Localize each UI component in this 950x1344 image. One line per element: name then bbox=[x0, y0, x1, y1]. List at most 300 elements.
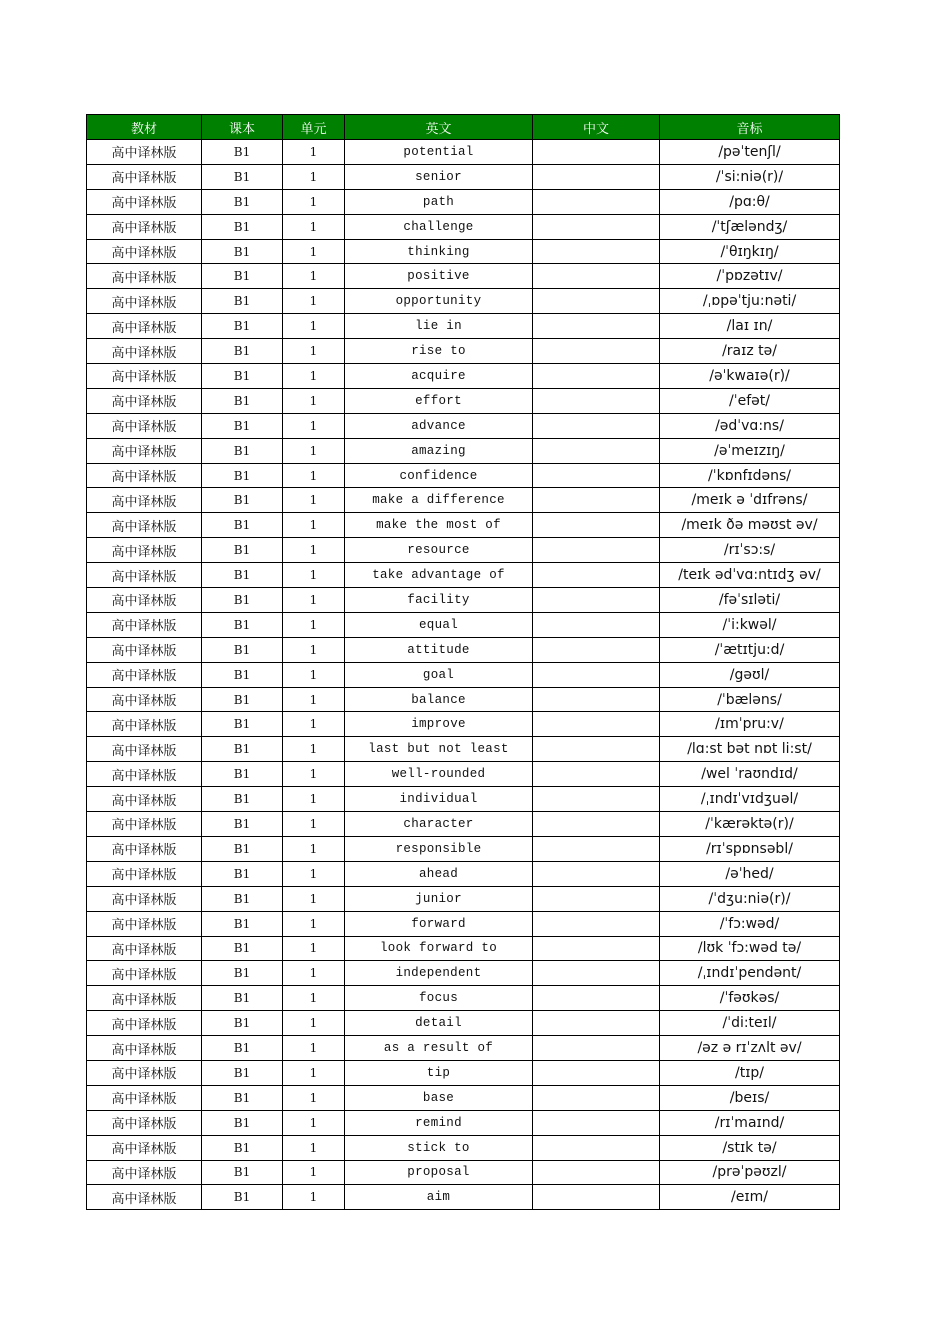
cell-phonetic[interactable]: /beɪs/ bbox=[660, 1085, 840, 1110]
cell-english[interactable]: well-rounded bbox=[345, 762, 533, 787]
cell-unit[interactable]: 1 bbox=[283, 861, 345, 886]
table-row bbox=[87, 1036, 840, 1061]
cell-textbook[interactable]: 高中译林版 bbox=[87, 189, 202, 214]
cell-phonetic[interactable]: /ˈθɪŋkɪŋ/ bbox=[660, 239, 840, 264]
cell-unit[interactable]: 1 bbox=[283, 140, 345, 165]
cell-unit[interactable]: 1 bbox=[283, 538, 345, 563]
table-row bbox=[87, 861, 840, 886]
cell-textbook[interactable]: 高中译林版 bbox=[87, 164, 202, 189]
table-row bbox=[87, 787, 840, 812]
cell-chinese[interactable] bbox=[533, 438, 660, 463]
cell-book[interactable]: B1 bbox=[202, 488, 283, 513]
cell-english[interactable]: potential bbox=[345, 140, 533, 165]
cell-textbook[interactable]: 高中译林版 bbox=[87, 911, 202, 936]
cell-textbook[interactable]: 高中译林版 bbox=[87, 289, 202, 314]
cell-unit[interactable]: 1 bbox=[283, 1060, 345, 1085]
cell-english[interactable]: attitude bbox=[345, 637, 533, 662]
cell-book[interactable]: B1 bbox=[202, 538, 283, 563]
vocabulary-table bbox=[86, 114, 840, 1210]
cell-chinese[interactable] bbox=[533, 1135, 660, 1160]
header-textbook[interactable]: 教材 bbox=[87, 115, 202, 140]
cell-unit[interactable]: 1 bbox=[283, 189, 345, 214]
cell-english[interactable]: thinking bbox=[345, 239, 533, 264]
cell-book[interactable]: B1 bbox=[202, 1085, 283, 1110]
cell-book[interactable]: B1 bbox=[202, 438, 283, 463]
cell-book[interactable]: B1 bbox=[202, 563, 283, 588]
cell-chinese[interactable] bbox=[533, 612, 660, 637]
cell-chinese[interactable] bbox=[533, 140, 660, 165]
cell-book[interactable]: B1 bbox=[202, 388, 283, 413]
header-chinese[interactable]: 中文 bbox=[533, 115, 660, 140]
cell-chinese[interactable] bbox=[533, 737, 660, 762]
table-row bbox=[87, 463, 840, 488]
table-row bbox=[87, 986, 840, 1011]
cell-phonetic[interactable]: /ɪmˈpru:v/ bbox=[660, 712, 840, 737]
cell-phonetic[interactable]: /wel ˈraʊndɪd/ bbox=[660, 762, 840, 787]
cell-phonetic[interactable]: /ədˈvɑ:ns/ bbox=[660, 413, 840, 438]
cell-unit[interactable]: 1 bbox=[283, 563, 345, 588]
table-row bbox=[87, 936, 840, 961]
cell-phonetic[interactable]: /tɪp/ bbox=[660, 1060, 840, 1085]
cell-chinese[interactable] bbox=[533, 413, 660, 438]
cell-phonetic[interactable]: /gəʊl/ bbox=[660, 662, 840, 687]
cell-unit[interactable]: 1 bbox=[283, 588, 345, 613]
cell-chinese[interactable] bbox=[533, 463, 660, 488]
cell-textbook[interactable]: 高中译林版 bbox=[87, 364, 202, 389]
cell-phonetic[interactable]: /raɪz tə/ bbox=[660, 339, 840, 364]
cell-phonetic[interactable]: /ˈi:kwəl/ bbox=[660, 612, 840, 637]
cell-book[interactable]: B1 bbox=[202, 1110, 283, 1135]
cell-phonetic[interactable]: /ˈfɔ:wəd/ bbox=[660, 911, 840, 936]
cell-unit[interactable]: 1 bbox=[283, 762, 345, 787]
cell-chinese[interactable] bbox=[533, 762, 660, 787]
cell-english[interactable]: forward bbox=[345, 911, 533, 936]
cell-textbook[interactable]: 高中译林版 bbox=[87, 563, 202, 588]
cell-english[interactable]: aim bbox=[345, 1185, 533, 1210]
cell-book[interactable]: B1 bbox=[202, 339, 283, 364]
cell-textbook[interactable]: 高中译林版 bbox=[87, 637, 202, 662]
cell-textbook[interactable]: 高中译林版 bbox=[87, 612, 202, 637]
cell-unit[interactable]: 1 bbox=[283, 1185, 345, 1210]
cell-phonetic[interactable]: /ˈsi:niə(r)/ bbox=[660, 164, 840, 189]
table-row bbox=[87, 1085, 840, 1110]
cell-phonetic[interactable]: /teɪk ədˈvɑ:ntɪdʒ əv/ bbox=[660, 563, 840, 588]
cell-textbook[interactable]: 高中译林版 bbox=[87, 1135, 202, 1160]
cell-unit[interactable]: 1 bbox=[283, 1036, 345, 1061]
cell-unit[interactable]: 1 bbox=[283, 289, 345, 314]
cell-book[interactable]: B1 bbox=[202, 861, 283, 886]
cell-unit[interactable]: 1 bbox=[283, 214, 345, 239]
cell-book[interactable]: B1 bbox=[202, 662, 283, 687]
cell-english[interactable]: proposal bbox=[345, 1160, 533, 1185]
cell-english[interactable]: responsible bbox=[345, 836, 533, 861]
cell-english[interactable]: facility bbox=[345, 588, 533, 613]
cell-phonetic[interactable]: /lʊk ˈfɔ:wəd tə/ bbox=[660, 936, 840, 961]
cell-book[interactable]: B1 bbox=[202, 836, 283, 861]
table-row bbox=[87, 886, 840, 911]
cell-phonetic[interactable]: /ˈkærəktə(r)/ bbox=[660, 812, 840, 837]
cell-textbook[interactable]: 高中译林版 bbox=[87, 687, 202, 712]
cell-english[interactable]: ahead bbox=[345, 861, 533, 886]
table-row bbox=[87, 513, 840, 538]
cell-unit[interactable]: 1 bbox=[283, 463, 345, 488]
cell-english[interactable]: lie in bbox=[345, 314, 533, 339]
cell-book[interactable]: B1 bbox=[202, 1160, 283, 1185]
cell-phonetic[interactable]: /əˈmeɪzɪŋ/ bbox=[660, 438, 840, 463]
cell-chinese[interactable] bbox=[533, 513, 660, 538]
cell-chinese[interactable] bbox=[533, 861, 660, 886]
cell-phonetic[interactable]: /ˈefət/ bbox=[660, 388, 840, 413]
cell-textbook[interactable]: 高中译林版 bbox=[87, 936, 202, 961]
cell-english[interactable]: take advantage of bbox=[345, 563, 533, 588]
cell-english[interactable]: amazing bbox=[345, 438, 533, 463]
cell-chinese[interactable] bbox=[533, 812, 660, 837]
cell-english[interactable]: goal bbox=[345, 662, 533, 687]
cell-unit[interactable]: 1 bbox=[283, 364, 345, 389]
table-row bbox=[87, 836, 840, 861]
cell-textbook[interactable]: 高中译林版 bbox=[87, 1160, 202, 1185]
cell-english[interactable]: balance bbox=[345, 687, 533, 712]
table-row bbox=[87, 588, 840, 613]
cell-english[interactable]: as a result of bbox=[345, 1036, 533, 1061]
cell-book[interactable]: B1 bbox=[202, 364, 283, 389]
table-row bbox=[87, 812, 840, 837]
cell-textbook[interactable]: 高中译林版 bbox=[87, 588, 202, 613]
cell-unit[interactable]: 1 bbox=[283, 787, 345, 812]
cell-book[interactable]: B1 bbox=[202, 637, 283, 662]
cell-chinese[interactable] bbox=[533, 886, 660, 911]
cell-textbook[interactable]: 高中译林版 bbox=[87, 762, 202, 787]
cell-book[interactable]: B1 bbox=[202, 961, 283, 986]
cell-chinese[interactable] bbox=[533, 911, 660, 936]
cell-english[interactable]: acquire bbox=[345, 364, 533, 389]
cell-unit[interactable]: 1 bbox=[283, 1160, 345, 1185]
cell-phonetic[interactable]: /prəˈpəʊzl/ bbox=[660, 1160, 840, 1185]
cell-chinese[interactable] bbox=[533, 239, 660, 264]
cell-english[interactable]: individual bbox=[345, 787, 533, 812]
cell-english[interactable]: make the most of bbox=[345, 513, 533, 538]
cell-textbook[interactable]: 高中译林版 bbox=[87, 388, 202, 413]
header-english[interactable]: 英文 bbox=[345, 115, 533, 140]
cell-phonetic[interactable]: /rɪˈmaɪnd/ bbox=[660, 1110, 840, 1135]
cell-english[interactable]: look forward to bbox=[345, 936, 533, 961]
table-row bbox=[87, 214, 840, 239]
vocabulary-sheet bbox=[86, 114, 839, 1210]
cell-unit[interactable]: 1 bbox=[283, 712, 345, 737]
cell-unit[interactable]: 1 bbox=[283, 986, 345, 1011]
cell-textbook[interactable]: 高中译林版 bbox=[87, 314, 202, 339]
table-row bbox=[87, 364, 840, 389]
cell-english[interactable]: improve bbox=[345, 712, 533, 737]
cell-chinese[interactable] bbox=[533, 264, 660, 289]
cell-chinese[interactable] bbox=[533, 986, 660, 1011]
cell-english[interactable]: stick to bbox=[345, 1135, 533, 1160]
cell-unit[interactable]: 1 bbox=[283, 737, 345, 762]
cell-chinese[interactable] bbox=[533, 289, 660, 314]
cell-unit[interactable]: 1 bbox=[283, 911, 345, 936]
cell-phonetic[interactable]: /pəˈtenʃl/ bbox=[660, 140, 840, 165]
cell-phonetic[interactable]: /ˈkɒnfɪdəns/ bbox=[660, 463, 840, 488]
cell-unit[interactable]: 1 bbox=[283, 687, 345, 712]
table-row bbox=[87, 488, 840, 513]
cell-unit[interactable]: 1 bbox=[283, 388, 345, 413]
cell-chinese[interactable] bbox=[533, 787, 660, 812]
cell-unit[interactable]: 1 bbox=[283, 438, 345, 463]
cell-phonetic[interactable]: /laɪ ɪn/ bbox=[660, 314, 840, 339]
cell-book[interactable]: B1 bbox=[202, 687, 283, 712]
cell-chinese[interactable] bbox=[533, 189, 660, 214]
cell-english[interactable]: effort bbox=[345, 388, 533, 413]
cell-english[interactable]: resource bbox=[345, 538, 533, 563]
cell-chinese[interactable] bbox=[533, 538, 660, 563]
cell-textbook[interactable]: 高中译林版 bbox=[87, 861, 202, 886]
cell-textbook[interactable]: 高中译林版 bbox=[87, 1085, 202, 1110]
cell-textbook[interactable]: 高中译林版 bbox=[87, 438, 202, 463]
cell-phonetic[interactable]: /əˈhed/ bbox=[660, 861, 840, 886]
header-unit[interactable]: 单元 bbox=[283, 115, 345, 140]
cell-unit[interactable]: 1 bbox=[283, 488, 345, 513]
cell-phonetic[interactable]: /ˈbæləns/ bbox=[660, 687, 840, 712]
cell-textbook[interactable]: 高中译林版 bbox=[87, 538, 202, 563]
cell-unit[interactable]: 1 bbox=[283, 314, 345, 339]
cell-unit[interactable]: 1 bbox=[283, 612, 345, 637]
cell-chinese[interactable] bbox=[533, 936, 660, 961]
cell-book[interactable]: B1 bbox=[202, 463, 283, 488]
cell-textbook[interactable]: 高中译林版 bbox=[87, 1036, 202, 1061]
cell-textbook[interactable]: 高中译林版 bbox=[87, 413, 202, 438]
cell-book[interactable]: B1 bbox=[202, 588, 283, 613]
cell-unit[interactable]: 1 bbox=[283, 413, 345, 438]
cell-unit[interactable]: 1 bbox=[283, 513, 345, 538]
cell-english[interactable]: rise to bbox=[345, 339, 533, 364]
cell-english[interactable]: independent bbox=[345, 961, 533, 986]
cell-english[interactable]: equal bbox=[345, 612, 533, 637]
cell-unit[interactable]: 1 bbox=[283, 936, 345, 961]
cell-textbook[interactable]: 高中译林版 bbox=[87, 463, 202, 488]
cell-unit[interactable]: 1 bbox=[283, 637, 345, 662]
table-row bbox=[87, 1160, 840, 1185]
cell-book[interactable]: B1 bbox=[202, 612, 283, 637]
cell-book[interactable]: B1 bbox=[202, 911, 283, 936]
table-row bbox=[87, 1060, 840, 1085]
cell-book[interactable]: B1 bbox=[202, 787, 283, 812]
cell-chinese[interactable] bbox=[533, 388, 660, 413]
cell-textbook[interactable]: 高中译林版 bbox=[87, 662, 202, 687]
cell-english[interactable]: remind bbox=[345, 1110, 533, 1135]
cell-textbook[interactable]: 高中译林版 bbox=[87, 961, 202, 986]
cell-phonetic[interactable]: /ˌɪndɪˈpendənt/ bbox=[660, 961, 840, 986]
cell-textbook[interactable]: 高中译林版 bbox=[87, 1185, 202, 1210]
cell-book[interactable]: B1 bbox=[202, 1036, 283, 1061]
cell-phonetic[interactable]: /ˈtʃæləndʒ/ bbox=[660, 214, 840, 239]
cell-unit[interactable]: 1 bbox=[283, 1135, 345, 1160]
cell-chinese[interactable] bbox=[533, 563, 660, 588]
table-row bbox=[87, 563, 840, 588]
cell-book[interactable]: B1 bbox=[202, 737, 283, 762]
cell-book[interactable]: B1 bbox=[202, 413, 283, 438]
cell-unit[interactable]: 1 bbox=[283, 239, 345, 264]
cell-book[interactable]: B1 bbox=[202, 986, 283, 1011]
cell-textbook[interactable]: 高中译林版 bbox=[87, 812, 202, 837]
cell-phonetic[interactable]: /meɪk ə ˈdɪfrəns/ bbox=[660, 488, 840, 513]
cell-book[interactable]: B1 bbox=[202, 314, 283, 339]
cell-book[interactable]: B1 bbox=[202, 762, 283, 787]
cell-english[interactable]: junior bbox=[345, 886, 533, 911]
cell-chinese[interactable] bbox=[533, 1085, 660, 1110]
cell-unit[interactable]: 1 bbox=[283, 1085, 345, 1110]
cell-textbook[interactable]: 高中译林版 bbox=[87, 986, 202, 1011]
cell-book[interactable]: B1 bbox=[202, 264, 283, 289]
table-row bbox=[87, 1135, 840, 1160]
cell-textbook[interactable]: 高中译林版 bbox=[87, 1011, 202, 1036]
cell-phonetic[interactable]: /ˈdi:teɪl/ bbox=[660, 1011, 840, 1036]
cell-book[interactable]: B1 bbox=[202, 812, 283, 837]
cell-phonetic[interactable]: /eɪm/ bbox=[660, 1185, 840, 1210]
cell-unit[interactable]: 1 bbox=[283, 812, 345, 837]
cell-chinese[interactable] bbox=[533, 339, 660, 364]
cell-phonetic[interactable]: /ˌɒpəˈtju:nəti/ bbox=[660, 289, 840, 314]
cell-book[interactable]: B1 bbox=[202, 140, 283, 165]
table-row bbox=[87, 388, 840, 413]
cell-english[interactable]: base bbox=[345, 1085, 533, 1110]
cell-chinese[interactable] bbox=[533, 637, 660, 662]
cell-textbook[interactable]: 高中译林版 bbox=[87, 712, 202, 737]
cell-chinese[interactable] bbox=[533, 588, 660, 613]
cell-english[interactable]: make a difference bbox=[345, 488, 533, 513]
cell-unit[interactable]: 1 bbox=[283, 1011, 345, 1036]
cell-phonetic[interactable]: /pɑ:θ/ bbox=[660, 189, 840, 214]
cell-phonetic[interactable]: /ˈpɒzətɪv/ bbox=[660, 264, 840, 289]
cell-textbook[interactable]: 高中译林版 bbox=[87, 214, 202, 239]
table-row bbox=[87, 737, 840, 762]
cell-chinese[interactable] bbox=[533, 836, 660, 861]
table-row bbox=[87, 140, 840, 165]
cell-unit[interactable]: 1 bbox=[283, 662, 345, 687]
cell-chinese[interactable] bbox=[533, 214, 660, 239]
cell-book[interactable]: B1 bbox=[202, 712, 283, 737]
cell-unit[interactable]: 1 bbox=[283, 836, 345, 861]
cell-english[interactable]: focus bbox=[345, 986, 533, 1011]
cell-english[interactable]: confidence bbox=[345, 463, 533, 488]
cell-english[interactable]: positive bbox=[345, 264, 533, 289]
cell-textbook[interactable]: 高中译林版 bbox=[87, 737, 202, 762]
cell-phonetic[interactable]: /lɑ:st bət nɒt li:st/ bbox=[660, 737, 840, 762]
table-row bbox=[87, 1011, 840, 1036]
cell-english[interactable]: last but not least bbox=[345, 737, 533, 762]
cell-chinese[interactable] bbox=[533, 961, 660, 986]
table-row bbox=[87, 314, 840, 339]
cell-chinese[interactable] bbox=[533, 712, 660, 737]
table-row bbox=[87, 289, 840, 314]
cell-textbook[interactable]: 高中译林版 bbox=[87, 488, 202, 513]
cell-phonetic[interactable]: /rɪˈsɔ:s/ bbox=[660, 538, 840, 563]
cell-textbook[interactable]: 高中译林版 bbox=[87, 239, 202, 264]
cell-textbook[interactable]: 高中译林版 bbox=[87, 264, 202, 289]
cell-unit[interactable]: 1 bbox=[283, 961, 345, 986]
cell-chinese[interactable] bbox=[533, 164, 660, 189]
cell-chinese[interactable] bbox=[533, 314, 660, 339]
header-phonetic[interactable]: 音标 bbox=[660, 115, 840, 140]
cell-chinese[interactable] bbox=[533, 364, 660, 389]
cell-english[interactable]: character bbox=[345, 812, 533, 837]
cell-phonetic[interactable]: /fəˈsɪləti/ bbox=[660, 588, 840, 613]
cell-textbook[interactable]: 高中译林版 bbox=[87, 836, 202, 861]
cell-textbook[interactable]: 高中译林版 bbox=[87, 339, 202, 364]
cell-unit[interactable]: 1 bbox=[283, 1110, 345, 1135]
cell-book[interactable]: B1 bbox=[202, 886, 283, 911]
cell-phonetic[interactable]: /rɪˈspɒnsəbl/ bbox=[660, 836, 840, 861]
cell-english[interactable]: challenge bbox=[345, 214, 533, 239]
cell-book[interactable]: B1 bbox=[202, 189, 283, 214]
cell-english[interactable]: senior bbox=[345, 164, 533, 189]
cell-english[interactable]: advance bbox=[345, 413, 533, 438]
cell-unit[interactable]: 1 bbox=[283, 164, 345, 189]
cell-book[interactable]: B1 bbox=[202, 936, 283, 961]
cell-textbook[interactable]: 高中译林版 bbox=[87, 1060, 202, 1085]
cell-english[interactable]: path bbox=[345, 189, 533, 214]
cell-book[interactable]: B1 bbox=[202, 1011, 283, 1036]
cell-english[interactable]: opportunity bbox=[345, 289, 533, 314]
cell-phonetic[interactable]: /əz ə rɪˈzʌlt əv/ bbox=[660, 1036, 840, 1061]
header-book[interactable]: 课本 bbox=[202, 115, 283, 140]
cell-chinese[interactable] bbox=[533, 1011, 660, 1036]
table-row bbox=[87, 438, 840, 463]
cell-english[interactable]: detail bbox=[345, 1011, 533, 1036]
cell-phonetic[interactable]: /ˈfəʊkəs/ bbox=[660, 986, 840, 1011]
cell-chinese[interactable] bbox=[533, 662, 660, 687]
cell-book[interactable]: B1 bbox=[202, 239, 283, 264]
cell-book[interactable]: B1 bbox=[202, 214, 283, 239]
cell-textbook[interactable]: 高中译林版 bbox=[87, 1110, 202, 1135]
table-row bbox=[87, 961, 840, 986]
cell-book[interactable]: B1 bbox=[202, 289, 283, 314]
cell-chinese[interactable] bbox=[533, 1185, 660, 1210]
cell-unit[interactable]: 1 bbox=[283, 264, 345, 289]
cell-chinese[interactable] bbox=[533, 687, 660, 712]
cell-book[interactable]: B1 bbox=[202, 164, 283, 189]
cell-phonetic[interactable]: /əˈkwaɪə(r)/ bbox=[660, 364, 840, 389]
cell-textbook[interactable]: 高中译林版 bbox=[87, 140, 202, 165]
table-row bbox=[87, 687, 840, 712]
table-row bbox=[87, 762, 840, 787]
cell-textbook[interactable]: 高中译林版 bbox=[87, 886, 202, 911]
table-row bbox=[87, 911, 840, 936]
cell-phonetic[interactable]: /ˌɪndɪˈvɪdʒuəl/ bbox=[660, 787, 840, 812]
cell-book[interactable]: B1 bbox=[202, 513, 283, 538]
cell-book[interactable]: B1 bbox=[202, 1060, 283, 1085]
header-row bbox=[87, 115, 840, 140]
cell-chinese[interactable] bbox=[533, 1060, 660, 1085]
cell-chinese[interactable] bbox=[533, 1110, 660, 1135]
cell-unit[interactable]: 1 bbox=[283, 886, 345, 911]
cell-phonetic[interactable]: /stɪk tə/ bbox=[660, 1135, 840, 1160]
cell-book[interactable]: B1 bbox=[202, 1135, 283, 1160]
cell-book[interactable]: B1 bbox=[202, 1185, 283, 1210]
cell-unit[interactable]: 1 bbox=[283, 339, 345, 364]
cell-english[interactable]: tip bbox=[345, 1060, 533, 1085]
cell-chinese[interactable] bbox=[533, 1160, 660, 1185]
cell-phonetic[interactable]: /meɪk ðə məʊst əv/ bbox=[660, 513, 840, 538]
cell-phonetic[interactable]: /ˈætɪtju:d/ bbox=[660, 637, 840, 662]
table-row bbox=[87, 264, 840, 289]
cell-phonetic[interactable]: /ˈdʒu:niə(r)/ bbox=[660, 886, 840, 911]
table-row bbox=[87, 712, 840, 737]
cell-chinese[interactable] bbox=[533, 488, 660, 513]
cell-textbook[interactable]: 高中译林版 bbox=[87, 513, 202, 538]
cell-textbook[interactable]: 高中译林版 bbox=[87, 787, 202, 812]
cell-chinese[interactable] bbox=[533, 1036, 660, 1061]
table-row bbox=[87, 413, 840, 438]
